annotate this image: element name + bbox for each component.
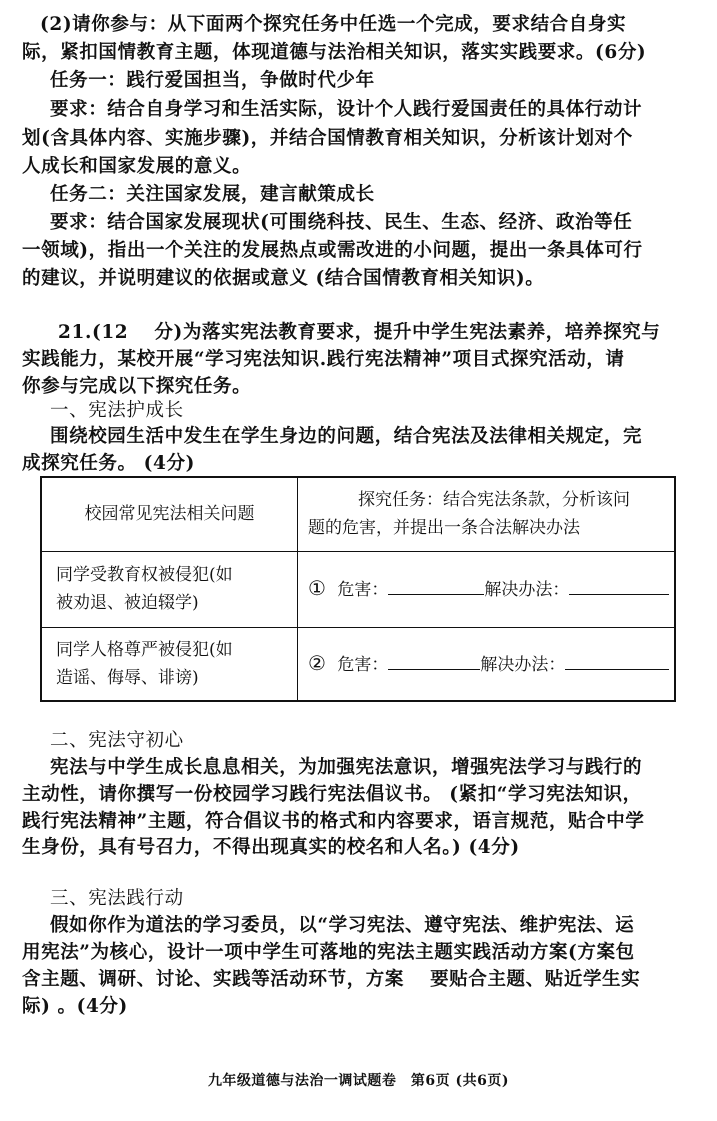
task1-title: 任务一：践行爱国担当，争做时代少年 — [50, 70, 375, 91]
part1-description: 成探究任务。 (4分) — [22, 453, 195, 474]
task2-requirement: 要求：结合国家发展现状(可围绕科技、民生、生态、经济、政治等任 — [50, 212, 633, 233]
item-number: ① — [308, 576, 326, 600]
table-cell-issue: 同学受教育权被侵犯(如 被劝退、被迫辍学) — [41, 551, 298, 627]
question-21-stem: 实践能力，某校开展“学习宪法知识.践行宪法精神”项目式探究活动，请 — [22, 349, 625, 370]
harm-answer-blank[interactable] — [388, 651, 480, 670]
task2-title: 任务二：关注国家发展，建言献策成长 — [50, 184, 375, 205]
table-cell-answer — [298, 551, 676, 627]
part3-description: 假如你作为道法的学习委员，以“学习宪法、遵守宪法、维护宪法、运 — [50, 915, 635, 936]
table-cell-answer — [298, 627, 676, 701]
solution-answer-blank[interactable] — [565, 651, 669, 670]
task1-requirement: 划(含具体内容、实施步骤)，并结合国情教育相关知识，分析该计划对个 — [22, 128, 633, 149]
task-intro-line: 际，紧扣国情教育主题，体现道德与法治相关知识，落实实践要求。(6分) — [22, 42, 647, 63]
part2-title: 二、宪法守初心 — [50, 730, 184, 751]
table-cell-issue: 同学人格尊严被侵犯(如 造谣、侮辱、诽谤) — [41, 627, 298, 701]
part1-title: 一、宪法护成长 — [50, 400, 184, 421]
task2-requirement: 一领域)，指出一个关注的发展热点或需改进的小问题，提出一条具体可行 — [22, 240, 643, 261]
part2-description: 宪法与中学生成长息息相关，为加强宪法意识，增强宪法学习与践行的 — [50, 757, 643, 778]
part3-description: 际) 。(4分) — [22, 996, 128, 1017]
harm-answer-blank[interactable] — [388, 576, 484, 595]
task2-requirement: 的建议，并说明建议的依据或意义 (结合国情教育相关知识)。 — [22, 268, 545, 289]
table-row — [41, 551, 675, 627]
part2-description: 生身份，具有号召力，不得出现真实的校名和人名。) (4分) — [22, 837, 520, 858]
table-header-row — [41, 477, 675, 551]
part2-description: 主动性，请你撰写一份校园学习践行宪法倡议书。 (紧扣“学习宪法知识， — [22, 784, 642, 805]
page-footer: 九年级道德与法治一调试题卷 第6页 (共6页) — [207, 1073, 510, 1089]
part3-description: 用宪法”为核心，设计一项中学生可落地的宪法主题实践活动方案(方案包 — [22, 942, 635, 963]
task-intro-line: (2)请你参与：从下面两个探究任务中任选一个完成，要求结合自身实 — [40, 14, 627, 35]
part1-description: 围绕校园生活中发生在学生身边的问题，结合宪法及法律相关规定，完 — [50, 426, 643, 447]
part3-title: 三、宪法践行动 — [50, 888, 184, 909]
harm-label: 危害： — [337, 654, 389, 675]
table-header-task: 探究任务：结合宪法条款，分析该问 题的危害，并提出一条合法解决办法 — [298, 477, 676, 551]
task1-requirement: 人成长和国家发展的意义。 — [22, 156, 252, 177]
part2-description: 践行宪法精神”主题，符合倡议书的格式和内容要求，语言规范，贴合中学 — [22, 811, 645, 832]
solution-label: 解决办法： — [480, 654, 566, 675]
table-header-issue: 校园常见宪法相关问题 — [41, 477, 298, 551]
inquiry-table — [40, 476, 676, 702]
table-row — [41, 627, 675, 701]
solution-label: 解决办法： — [484, 580, 570, 600]
part3-description: 含主题、调研、讨论、实践等活动环节，方案 要贴合主题、贴近学生实 — [22, 969, 641, 990]
harm-label: 危害： — [337, 580, 389, 600]
question-21-stem: 21.(12 分)为落实宪法教育要求，提升中学生宪法素养，培养探究与 — [58, 322, 661, 343]
solution-answer-blank[interactable] — [569, 576, 669, 595]
task1-requirement: 要求：结合自身学习和生活实际，设计个人践行爱国责任的具体行动计 — [50, 99, 643, 120]
question-21-stem: 你参与完成以下探究任务。 — [22, 376, 252, 397]
item-number: ② — [308, 650, 326, 675]
